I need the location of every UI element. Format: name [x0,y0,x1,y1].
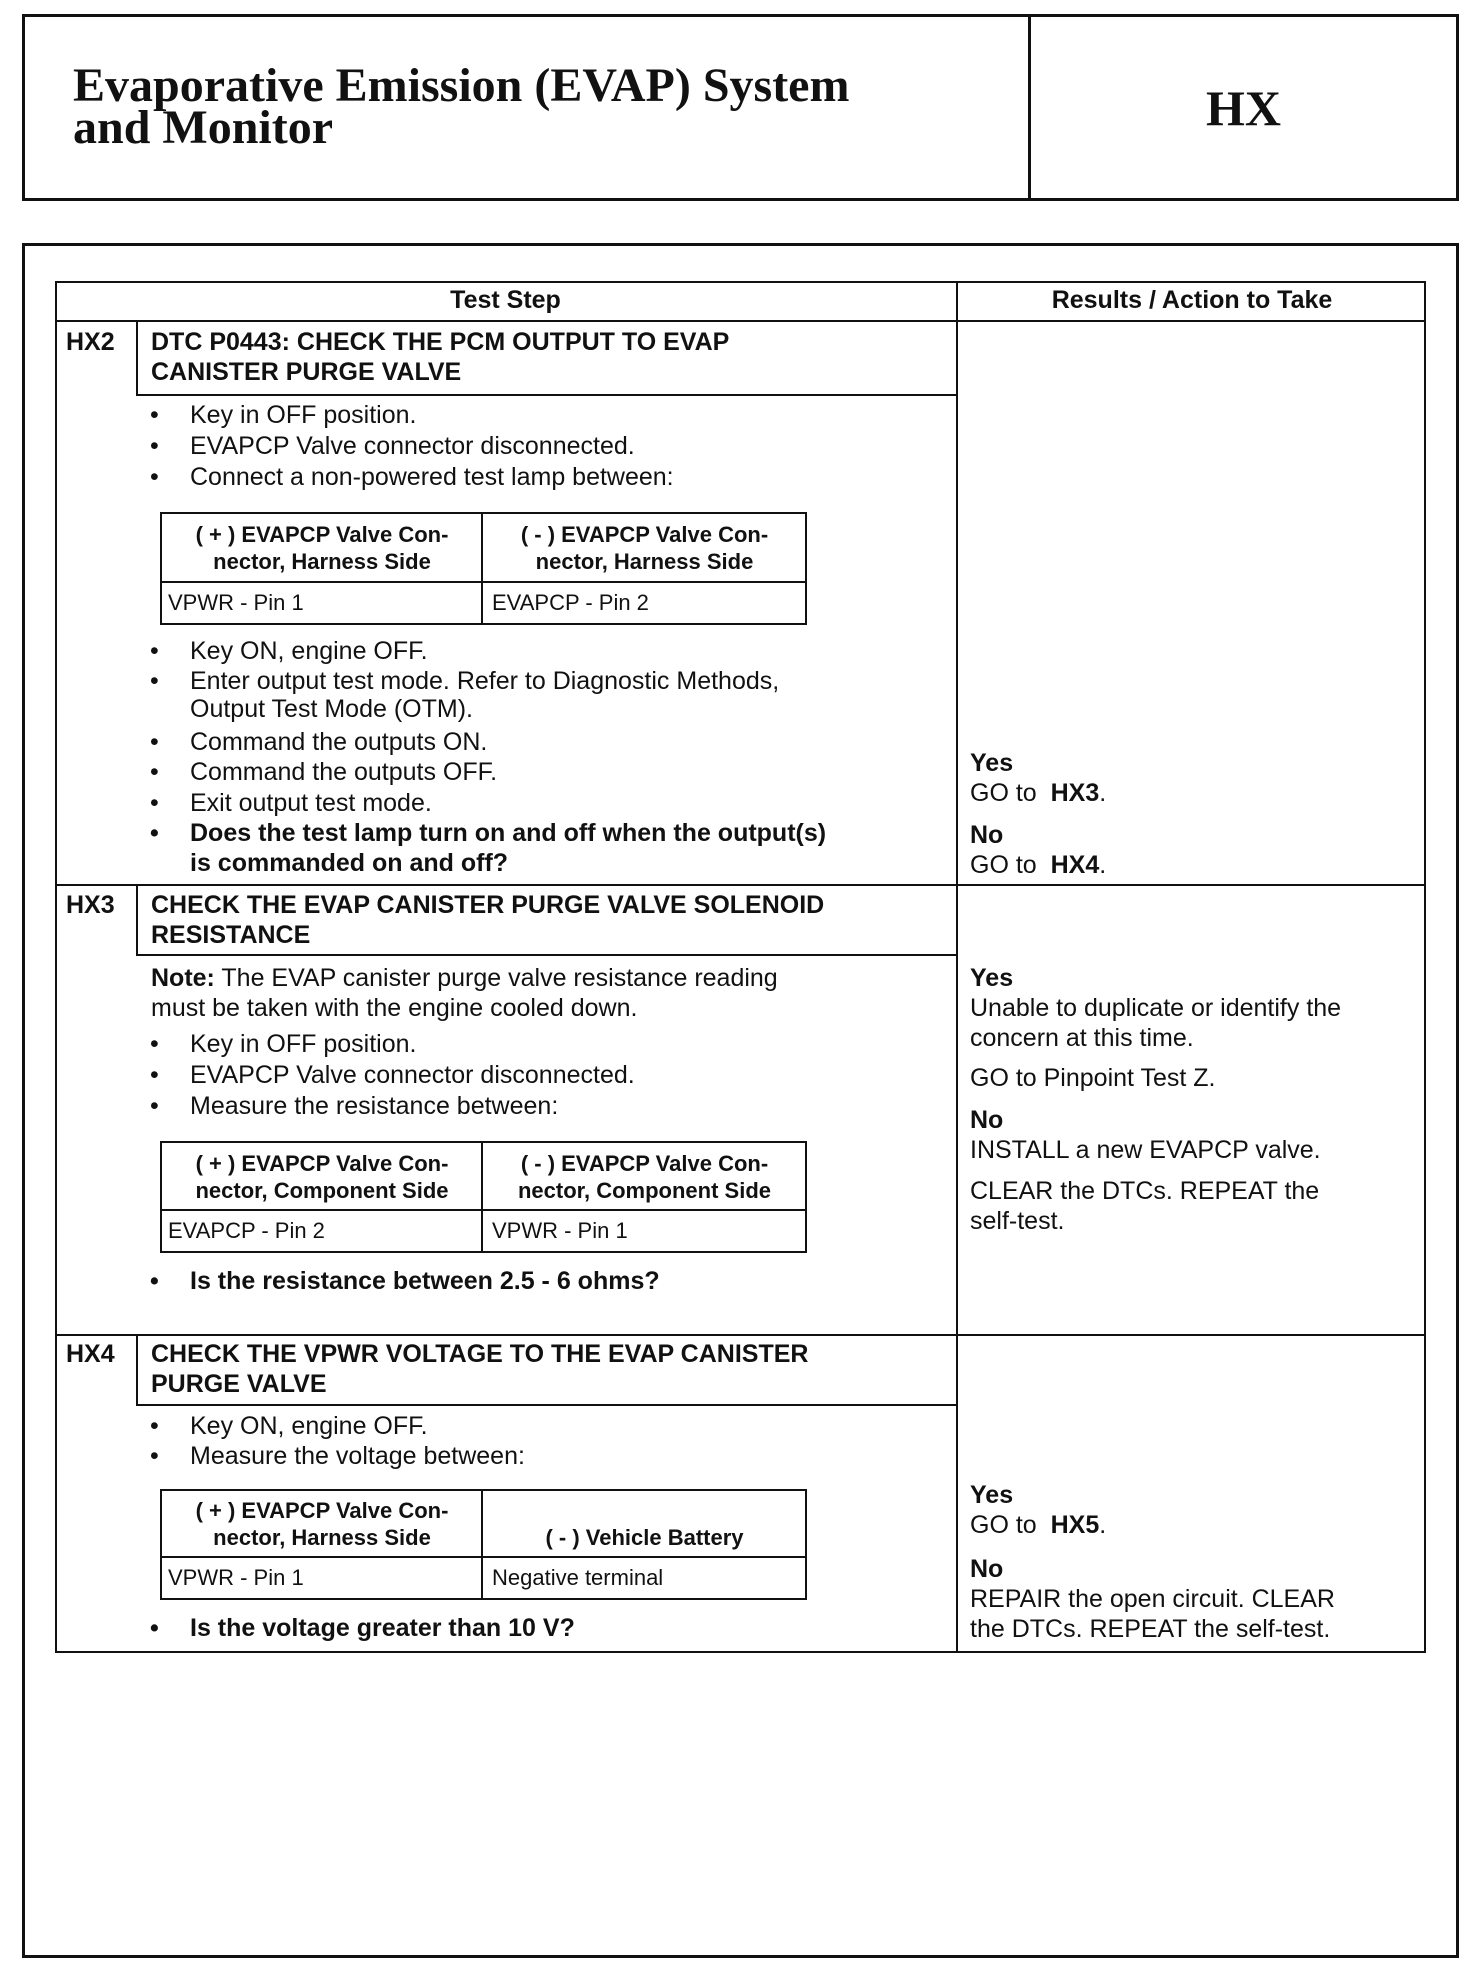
hx4-value-positive: VPWR - Pin 1 [168,1565,304,1590]
hx4-col-positive: ( + ) EVAPCP Valve Con- nector, Harness Side [195,1498,449,1550]
hx4-value-negative: Negative terminal [492,1565,664,1590]
step-separator-hx4 [55,1334,1426,1336]
hx4-no-line-1: REPAIR the open circuit. CLEAR [970,1585,1335,1613]
hx2-yes-label: Yes [970,749,1014,777]
step-id-hx4: HX4 [66,1340,115,1368]
hx2-connector-table [160,512,807,625]
column-divider [956,281,958,1653]
hx2-value-positive: VPWR - Pin 1 [168,590,304,615]
col-header-results: Results / Action to Take [1051,286,1333,314]
col-header-test-step: Test Step [450,286,561,314]
hx3-yes-line-3: GO to Pinpoint Test Z. [970,1064,1216,1092]
hx2-value-negative: EVAPCP - Pin 2 [492,590,649,615]
id-divider-hx2 [136,320,138,396]
hx2-no-target: HX4 [1050,851,1100,879]
hx3-note-line-2: must be taken with the engine cooled down. [151,994,638,1022]
page-title-line-1: Evaporative Emission (EVAP) System [73,59,850,112]
hx3-no-line-2: CLEAR the DTCs. REPEAT the [970,1177,1320,1205]
hx3-col-negative: ( - ) EVAPCP Valve Con- nector, Component Side [517,1151,772,1203]
step-title-hx3-line-1: CHECK THE EVAP CANISTER PURGE VALVE SOLENOID [151,891,825,919]
step-title-hx2 [151,327,729,387]
hx4-yes-target: HX5 [1050,1511,1100,1539]
hx2-yes-target: HX3 [1050,779,1100,807]
page-title [73,59,1013,154]
step-title-hx4-line-1: CHECK THE VPWR VOLTAGE TO THE EVAP CANISTER [151,1340,809,1368]
step-separator-hx3 [55,884,1426,886]
hx3-value-positive: EVAPCP - Pin 2 [168,1218,325,1243]
hx3-title-line [136,954,956,956]
step-id-hx2: HX2 [66,328,115,356]
header-row-line [55,320,1426,322]
hx4-no-line-2: the DTCs. REPEAT the self-test. [970,1615,1331,1643]
hx2-no-label: No [970,821,1004,849]
hx4-col-negative: ( - ) Vehicle Battery [545,1525,744,1550]
hx2-title-line [136,394,956,396]
hx3-no-label: No [970,1106,1004,1134]
hx4-no-label: No [970,1555,1004,1583]
hx3-no-line-3: self-test. [970,1207,1065,1235]
hx4-yes-label: Yes [970,1481,1014,1509]
hx3-col-positive: ( + ) EVAPCP Valve Con- nector, Component Side [195,1151,449,1203]
hx4-connector-table [160,1489,807,1600]
hx2-yes-action: GO to HX3. [970,779,1107,807]
hx2-no-action: GO to HX4. [970,851,1107,879]
step-id-hx3: HX3 [66,891,115,919]
page-title-line-2: and Monitor [73,101,334,154]
step-title-hx4 [151,1339,808,1399]
step-title-hx3 [151,890,824,950]
list-item-continuation: Output Test Mode (OTM). [190,695,473,723]
page-header [22,14,1459,201]
hx3-yes-line-2: concern at this time. [970,1024,1194,1052]
step-title-hx2-line-1: DTC P0443: CHECK THE PCM OUTPUT TO EVAP [151,328,730,356]
hx3-connector-table [160,1141,807,1253]
section-code: HX [1206,79,1281,136]
hx3-note: Note: The EVAP canister purge valve resistance reading [151,964,778,992]
hx4-yes-action: GO to HX5. [970,1511,1107,1539]
hx2-col-negative: ( - ) EVAPCP Valve Con- nector, Harness Side [520,522,769,574]
hx3-yes-label: Yes [970,964,1014,992]
hx3-yes-line-1: Unable to duplicate or identify the [970,994,1342,1022]
hx4-title-line [136,1404,956,1406]
id-divider-hx4 [136,1334,138,1406]
hx3-value-negative: VPWR - Pin 1 [492,1218,628,1243]
step-title-hx3-line-2: RESISTANCE [151,921,311,949]
step-title-hx4-line-2: PURGE VALVE [151,1370,327,1398]
id-divider-hx3 [136,884,138,956]
hx2-col-positive: ( + ) EVAPCP Valve Con- nector, Harness Side [195,522,449,574]
hx3-no-line-1: INSTALL a new EVAPCP valve. [970,1136,1321,1164]
step-title-hx2-line-2: CANISTER PURGE VALVE [151,358,462,386]
